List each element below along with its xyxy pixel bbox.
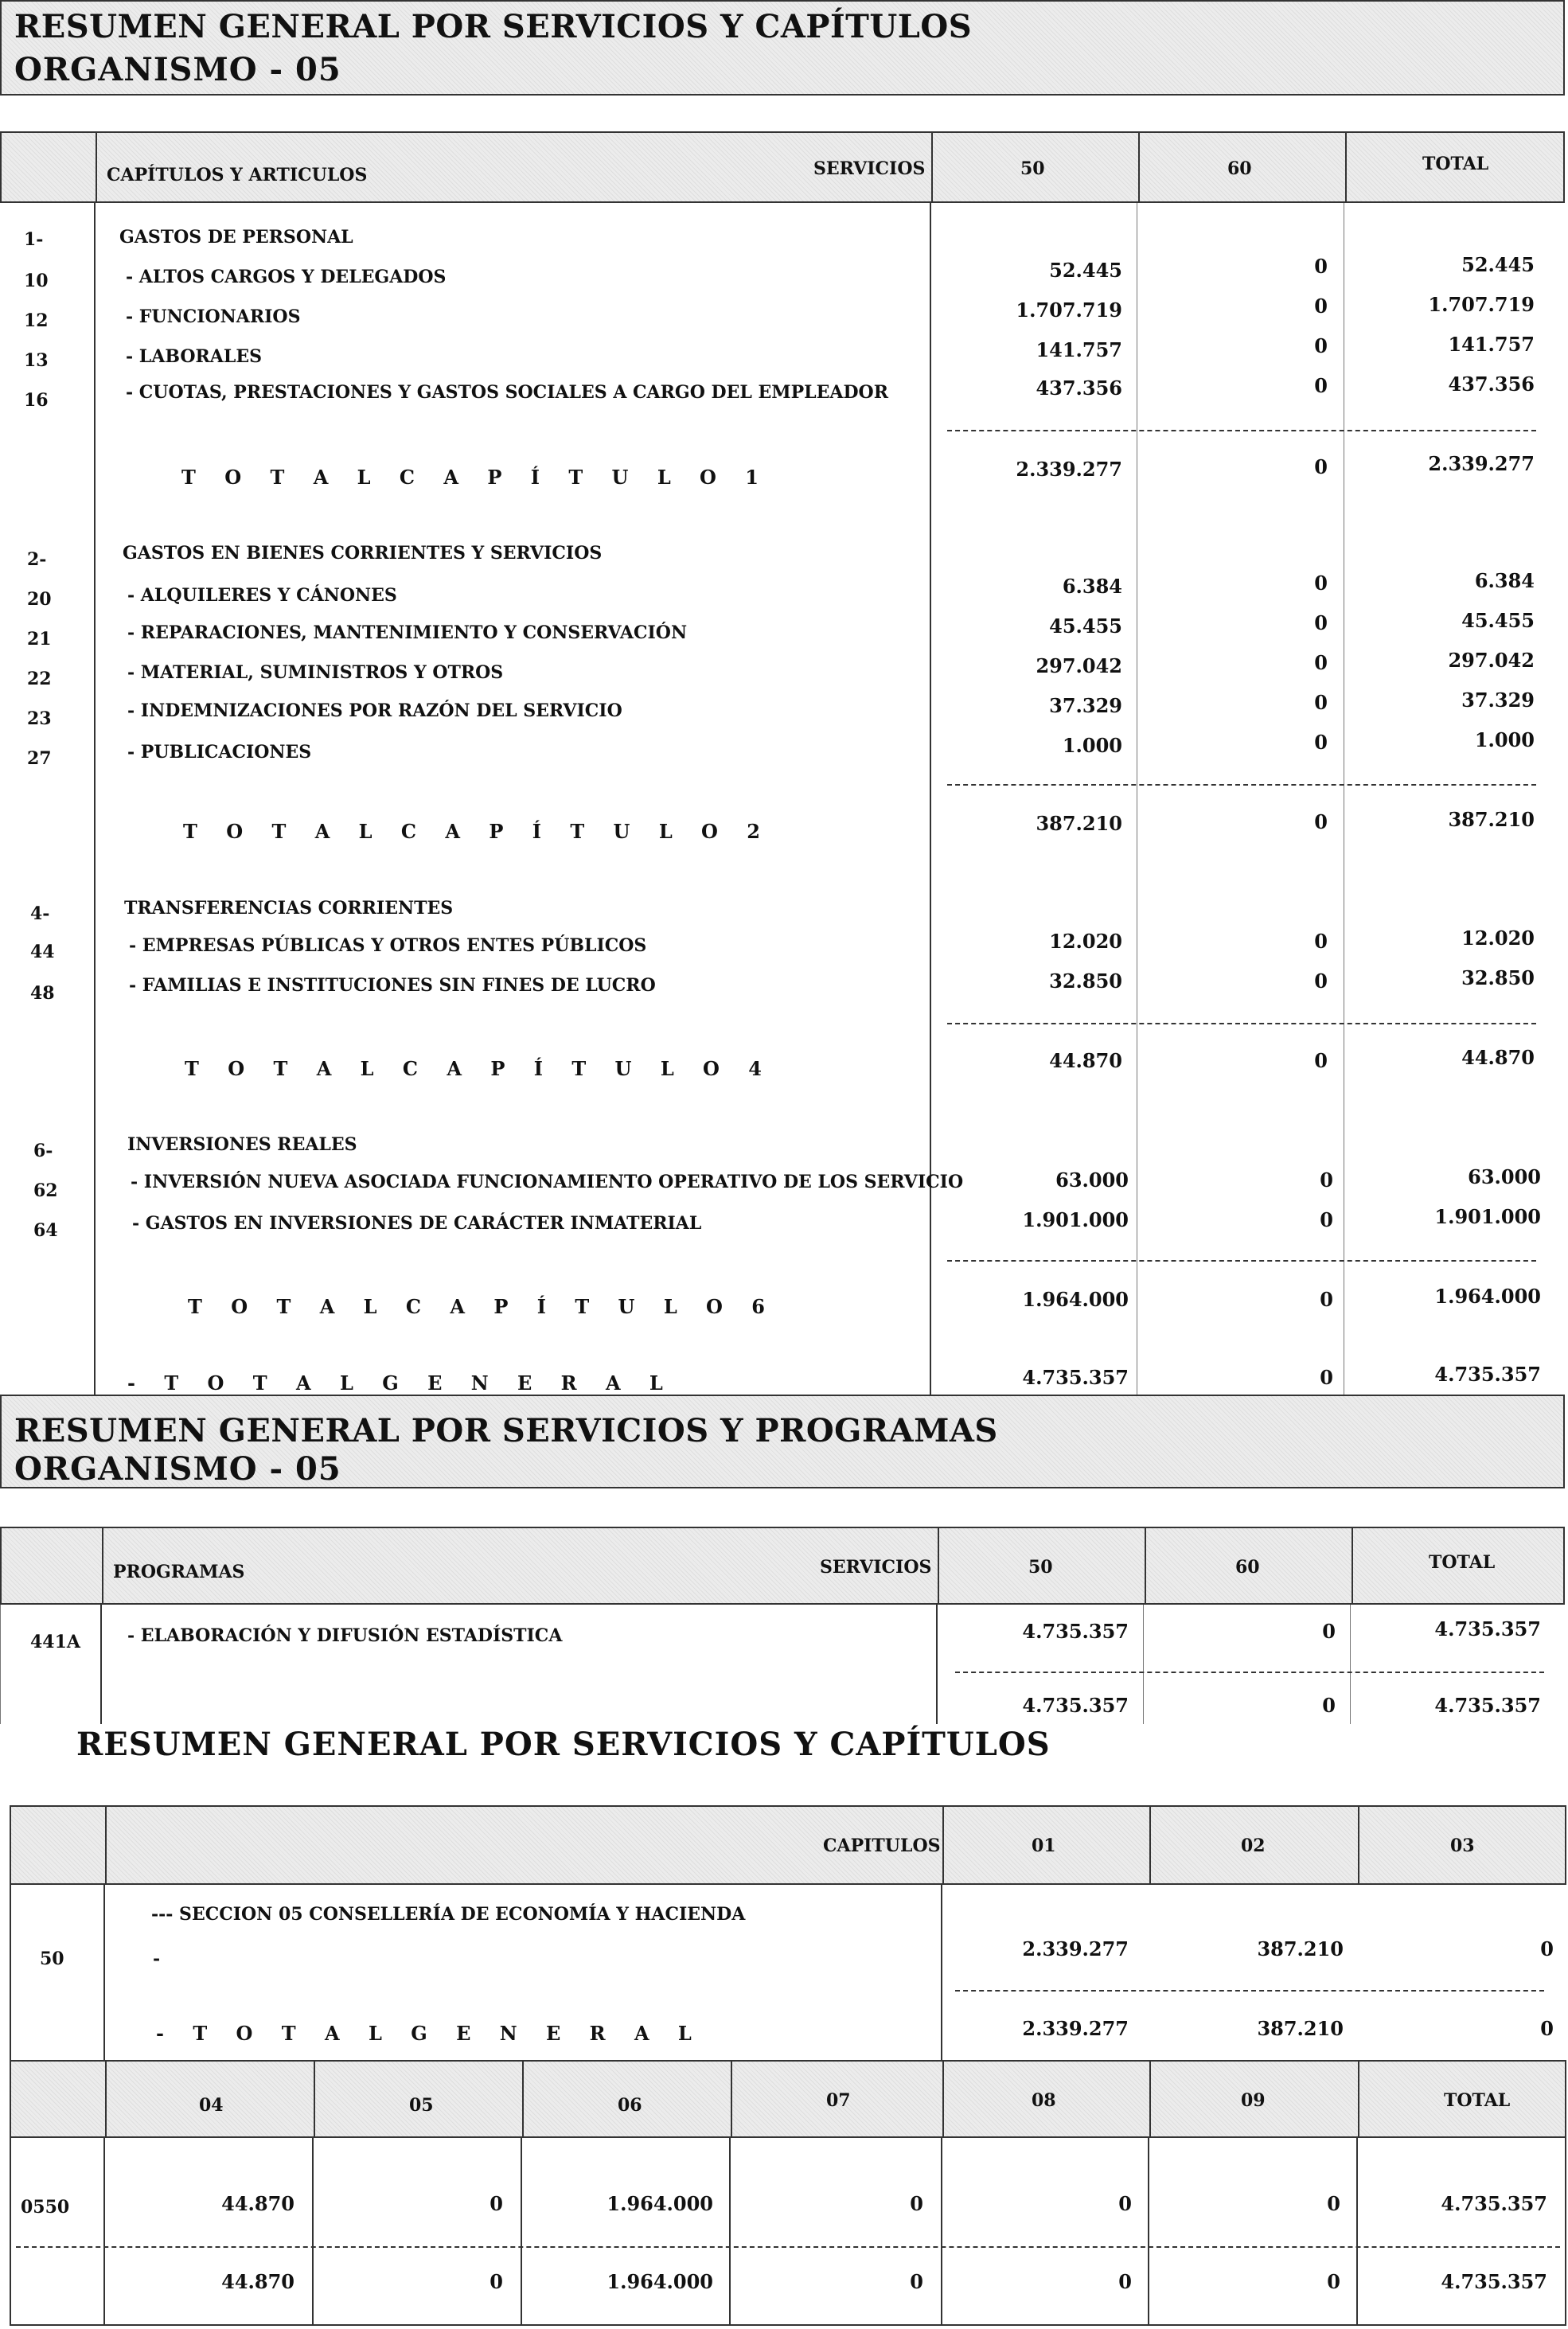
sum-07: 0 — [910, 2270, 923, 2293]
sum-total: 4.735.357 — [1434, 1694, 1541, 1717]
value-60: 0 — [1320, 1366, 1333, 1389]
value-60: 0 — [1314, 374, 1328, 397]
value-04: 44.870 — [221, 2192, 294, 2215]
value-60: 0 — [1320, 1288, 1333, 1311]
value-60: 0 — [1314, 1049, 1328, 1072]
header-col-02: 02 — [1241, 1836, 1266, 1856]
row-label: INVERSIONES REALES — [127, 1134, 357, 1155]
section3-title: RESUMEN GENERAL POR SERVICIOS Y CAPÍTULOS — [76, 1726, 1051, 1763]
value-total: 1.901.000 — [1434, 1205, 1541, 1228]
section1-table-header — [0, 131, 1565, 203]
value-total: 2.339.277 — [1428, 452, 1535, 475]
value-total: 12.020 — [1461, 927, 1535, 950]
value-50: 1.964.000 — [1022, 1288, 1129, 1311]
header-col-08: 08 — [1032, 2090, 1056, 2111]
value-50: 6.384 — [1062, 575, 1122, 598]
value-50: 4.735.357 — [1022, 1366, 1129, 1389]
value-total: 52.445 — [1461, 253, 1535, 276]
value-05: 0 — [490, 2192, 503, 2215]
total-01: 2.339.277 — [1022, 2017, 1129, 2040]
program-code: 441A — [30, 1632, 80, 1652]
row-code: 20 — [27, 589, 52, 610]
value-total: 6.384 — [1474, 569, 1535, 592]
header-col-05: 05 — [409, 2095, 434, 2116]
value-08: 0 — [1118, 2192, 1132, 2215]
row-code: 10 — [24, 271, 49, 291]
row-label: - ALQUILERES Y CÁNONES — [127, 585, 397, 606]
value-60: 0 — [1320, 1168, 1333, 1192]
total-general-label: - T O T A L G E N E R A L — [156, 2022, 703, 2045]
value-60: 0 — [1314, 611, 1328, 634]
value-50: 2.339.277 — [1016, 458, 1122, 481]
value-50: 4.735.357 — [1022, 1620, 1129, 1643]
header-col-60: 60 — [1235, 1557, 1260, 1578]
section3-table-header-2 — [10, 2060, 1566, 2138]
value-50: 32.850 — [1049, 969, 1122, 993]
header-col-06: 06 — [618, 2095, 642, 2116]
value-50: 45.455 — [1049, 614, 1122, 638]
value-50: 437.356 — [1036, 376, 1122, 400]
section1-banner — [0, 0, 1565, 96]
value-total: 1.964.000 — [1434, 1285, 1541, 1308]
row-label: - INDEMNIZACIONES POR RAZÓN DEL SERVICIO — [127, 700, 622, 721]
value-60: 0 — [1320, 1208, 1333, 1231]
total-capitulo-label: T O T A L C A P Í T U L O 4 — [185, 1057, 774, 1080]
value-total: 44.870 — [1461, 1046, 1535, 1069]
header-capitulos: CAPITULOS — [823, 1836, 941, 1856]
section2-table-header — [0, 1527, 1565, 1605]
value-07: 0 — [910, 2192, 923, 2215]
header-col-total: TOTAL — [1444, 2090, 1511, 2111]
row-label: - REPARACIONES, MANTENIMIENTO Y CONSERVACIÓN — [127, 622, 688, 643]
row-label: - GASTOS EN INVERSIONES DE CARÁCTER INMATERIAL — [132, 1213, 702, 1234]
header-col-04: 04 — [199, 2095, 224, 2116]
value-60: 0 — [1314, 295, 1328, 318]
value-total: 4.735.357 — [1434, 1363, 1541, 1386]
value-total: 4.735.357 — [1441, 2192, 1547, 2215]
header-col-07: 07 — [826, 2090, 851, 2111]
value-total: 387.210 — [1448, 808, 1535, 831]
section2-banner — [0, 1395, 1565, 1488]
section1-title: RESUMEN GENERAL POR SERVICIOS Y CAPÍTULOS — [14, 8, 973, 45]
sum-total: 4.735.357 — [1441, 2270, 1547, 2293]
total-capitulo-label: T O T A L C A P Í T U L O 6 — [188, 1295, 777, 1318]
value-total: 1.000 — [1474, 728, 1535, 751]
value-50: 12.020 — [1049, 930, 1122, 953]
row-label: - ALTOS CARGOS Y DELEGADOS — [126, 267, 447, 287]
row-code: 22 — [27, 669, 52, 689]
value-50: 52.445 — [1049, 259, 1122, 282]
row-code: 2- — [27, 549, 47, 570]
row-label: GASTOS EN BIENES CORRIENTES Y SERVICIOS — [123, 543, 603, 564]
value-60: 0 — [1314, 455, 1328, 478]
section2-subtitle: ORGANISMO - 05 — [14, 1450, 341, 1488]
value-total: 45.455 — [1461, 609, 1535, 632]
seccion-label: --- SECCION 05 CONSELLERÍA DE ECONOMÍA Y HACIENDA — [151, 1904, 746, 1925]
program-label: - ELABORACIÓN Y DIFUSIÓN ESTADÍSTICA — [127, 1625, 563, 1646]
value-60: 0 — [1314, 691, 1328, 714]
row-label: - LABORALES — [126, 346, 262, 367]
section3-table-header — [10, 1805, 1566, 1885]
row-code: 64 — [33, 1220, 58, 1241]
total-capitulo-label: T O T A L C A P Í T U L O 1 — [181, 466, 770, 489]
section1-subtitle: ORGANISMO - 05 — [14, 51, 341, 88]
row-code: 62 — [33, 1180, 58, 1201]
value-total: 297.042 — [1448, 649, 1535, 672]
value-09: 0 — [1327, 2192, 1340, 2215]
row-label: - PUBLICACIONES — [127, 742, 312, 763]
header-col-03: 03 — [1450, 1836, 1475, 1856]
seccion-code: 50 — [40, 1949, 64, 1969]
row-code: 44 — [30, 942, 55, 962]
value-01: 2.339.277 — [1022, 1937, 1129, 1960]
value-50: 44.870 — [1049, 1049, 1122, 1072]
total-capitulo-label: T O T A L C A P Í T U L O 2 — [183, 820, 772, 843]
row-label: TRANSFERENCIAS CORRIENTES — [124, 898, 454, 919]
value-03: 0 — [1540, 1937, 1554, 1960]
row-label: - FAMILIAS E INSTITUCIONES SIN FINES DE LUCRO — [129, 975, 656, 996]
section2-title: RESUMEN GENERAL POR SERVICIOS Y PROGRAMAS — [14, 1412, 998, 1449]
row-label: - EMPRESAS PÚBLICAS Y OTROS ENTES PÚBLICOS — [129, 935, 647, 956]
row-code: 6- — [33, 1141, 53, 1161]
row-label: - FUNCIONARIOS — [126, 306, 301, 327]
value-60: 0 — [1314, 810, 1328, 833]
header-col-01: 01 — [1032, 1836, 1056, 1856]
value-total: 141.757 — [1448, 333, 1535, 356]
value-50: 297.042 — [1036, 654, 1122, 677]
header-col-50: 50 — [1028, 1557, 1053, 1578]
sum-09: 0 — [1327, 2270, 1340, 2293]
total-02: 387.210 — [1257, 2017, 1344, 2040]
value-50: 1.707.719 — [1016, 298, 1122, 322]
value-60: 0 — [1314, 731, 1328, 754]
header-programas: PROGRAMAS — [113, 1562, 245, 1582]
value-60: 0 — [1314, 969, 1328, 993]
row-label: - MATERIAL, SUMINISTROS Y OTROS — [127, 662, 504, 683]
value-50: 37.329 — [1049, 694, 1122, 717]
row-code: 0550 — [21, 2197, 70, 2218]
header-capitulos-articulos: CAPÍTULOS Y ARTICULOS — [107, 165, 368, 185]
value-total: 63.000 — [1468, 1165, 1541, 1188]
seccion-dash: - — [153, 1949, 161, 1969]
row-code: 48 — [30, 983, 55, 1004]
sum-06: 1.964.000 — [607, 2270, 713, 2293]
value-02: 387.210 — [1257, 1937, 1344, 1960]
header-col-60: 60 — [1227, 158, 1252, 179]
value-06: 1.964.000 — [607, 2192, 713, 2215]
value-60: 0 — [1314, 334, 1328, 357]
header-servicios: SERVICIOS — [820, 1557, 932, 1578]
row-code: 13 — [24, 350, 49, 371]
sum-04: 44.870 — [221, 2270, 294, 2293]
value-total: 4.735.357 — [1434, 1617, 1541, 1640]
row-code: 23 — [27, 708, 52, 729]
row-code: 21 — [27, 629, 52, 650]
value-total: 37.329 — [1461, 689, 1535, 712]
value-60: 0 — [1314, 572, 1328, 595]
value-50: 63.000 — [1055, 1168, 1129, 1192]
sum-08: 0 — [1118, 2270, 1132, 2293]
total-general-label: - T O T A L G E N E R A L — [127, 1371, 674, 1395]
header-col-50: 50 — [1020, 158, 1045, 179]
value-50: 1.000 — [1062, 734, 1122, 757]
value-50: 1.901.000 — [1022, 1208, 1129, 1231]
value-total: 1.707.719 — [1428, 293, 1535, 316]
row-label: GASTOS DE PERSONAL — [119, 227, 353, 248]
value-total: 32.850 — [1461, 966, 1535, 989]
row-code: 1- — [24, 229, 44, 250]
value-50: 387.210 — [1036, 812, 1122, 835]
sum-50: 4.735.357 — [1022, 1694, 1129, 1717]
row-code: 4- — [30, 903, 50, 924]
value-total: 437.356 — [1448, 373, 1535, 396]
row-code: 12 — [24, 310, 49, 331]
header-col-09: 09 — [1241, 2090, 1266, 2111]
row-code: 27 — [27, 748, 52, 769]
sum-05: 0 — [490, 2270, 503, 2293]
value-60: 0 — [1314, 651, 1328, 674]
value-60: 0 — [1322, 1620, 1336, 1643]
header-col-total: TOTAL — [1422, 154, 1489, 174]
value-60: 0 — [1314, 930, 1328, 953]
value-50: 141.757 — [1036, 338, 1122, 361]
row-label: - INVERSIÓN NUEVA ASOCIADA FUNCIONAMIENTO OPERATIVO DE LOS SERVICIO — [131, 1172, 964, 1192]
total-03: 0 — [1540, 2017, 1554, 2040]
row-label: - CUOTAS, PRESTACIONES Y GASTOS SOCIALES A CARGO DEL EMPLEADOR — [126, 382, 888, 403]
header-col-total: TOTAL — [1429, 1552, 1496, 1573]
header-servicios: SERVICIOS — [813, 158, 926, 179]
sum-60: 0 — [1322, 1694, 1336, 1717]
row-code: 16 — [24, 390, 49, 411]
value-60: 0 — [1314, 255, 1328, 278]
